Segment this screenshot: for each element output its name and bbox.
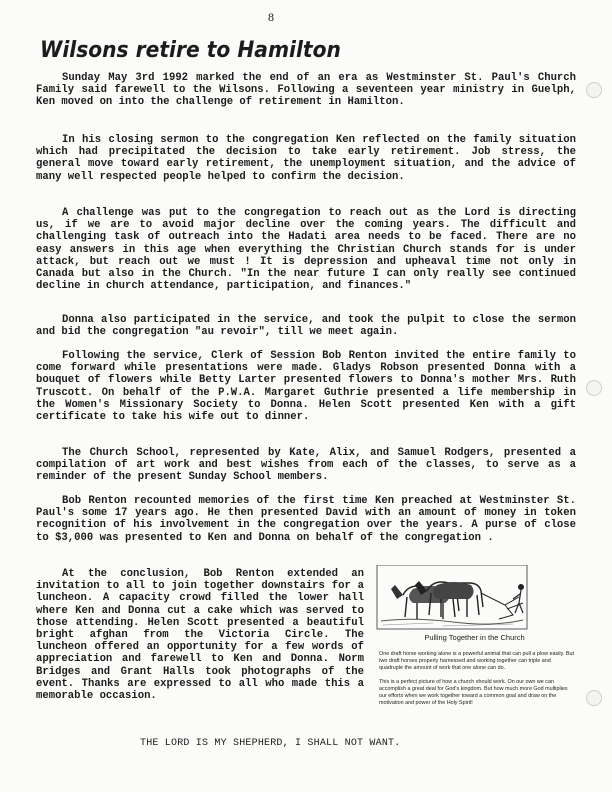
figure-title: Pulling Together in the Church (424, 633, 525, 642)
figure-caption-1: One draft horse working alone is a powerful animal that can pull a plow easily. But two draft horses properly harnessed and working together can triple and quadruple the amount of work that one alone can do. (379, 651, 574, 671)
paragraph-1: Sunday May 3rd 1992 marked the end of an era as Westminster St. Paul's Church Family said farewell to the Wilsons. Following a seventeen year ministry in Guelph, Ken moved on into the challenge of retirement in Hamilton. (36, 72, 576, 109)
binder-hole (586, 82, 602, 98)
binder-hole (586, 380, 602, 396)
figure-caption-2: This is a perfect picture of how a church should work. On our own we can accomplish a great deal for God's kingdom. But how much more God multiplies our efforts when we work together toward a common goal and draw on the motivation and power of the Holy Spirit! (379, 679, 568, 706)
paragraph-7: Bob Renton recounted memories of the first time Ken preached at Westminster St. Paul's some 17 years ago. He then presented David with an amount of money in token recognition of his involvement in the congregation over the years. A purse of close to $3,000 was presented to Ken and Donna on behalf of the congregation . (36, 495, 576, 544)
article-title: Wilsons retire to Hamilton (40, 38, 341, 63)
paragraph-6: The Church School, represented by Kate, Alix, and Samuel Rodgers, presented a compilation of art work and best wishes from each of the classes, to serve as a reminder of the present Sunday School members. (36, 447, 576, 484)
binder-hole (586, 690, 602, 706)
paragraph-3: A challenge was put to the congregation to reach out as the Lord is directing us, if we are to avoid major decline over the coming years. The difficult and challenging task of outreach into the Hadati area needs to be faced. There are no easy answers in this age when everything the Christian Church stands for is under attack, but reach out we must ! It is depression and upheaval time not only in Canada but also in the Church. "In the near future I can only really see continued decline in church attendance, participation, and finances." (36, 207, 576, 293)
figure-box (373, 565, 576, 785)
paragraph-4: Donna also participated in the service, and took the pulpit to close the sermon and bid the congregation "au revoir", till we meet again. (36, 314, 576, 339)
page-number: 8 (268, 10, 274, 24)
paragraph-5: Following the service, Clerk of Session Bob Renton invited the entire family to come forward while presentations were made. Gladys Robson presented Donna with a bouquet of flowers while Betty Larter presented flowers to Donna's mother Mrs. Ruth Truscott. On behalf of the P.W.A. Margaret Guthrie presented a life membership in the Women's Missionary Society to Donna. Helen Scott presented Ken with a gift certificate to take his wife out to dinner. (36, 350, 576, 424)
paragraph-8: At the conclusion, Bob Renton extended an invitation to all to join together downstairs for a luncheon. A capacity crowd filled the lower hall where Ken and Donna cut a cake which was served to those attending. Helen Scott presented a beautiful bright afghan from the Victoria Circle. The luncheon offered an opportunity for a few words of appreciation and farewell to Ken and Donna. Norm Bridges and Grant Halls took photographs of the event. Thanks are expressed to all who made this a memorable occasion. (36, 568, 364, 703)
paragraph-2: In his closing sermon to the congregation Ken reflected on the family situation which had precipitated the decision to take early retirement. Job stress, the general move toward early retirement, the unemployment situation, and the advice of many well respected people helped to confirm the decision. (36, 134, 576, 183)
closing-verse: THE LORD IS MY SHEPHERD, I SHALL NOT WANT. (140, 738, 401, 749)
draft-horses-plowing-illustration (373, 565, 576, 631)
